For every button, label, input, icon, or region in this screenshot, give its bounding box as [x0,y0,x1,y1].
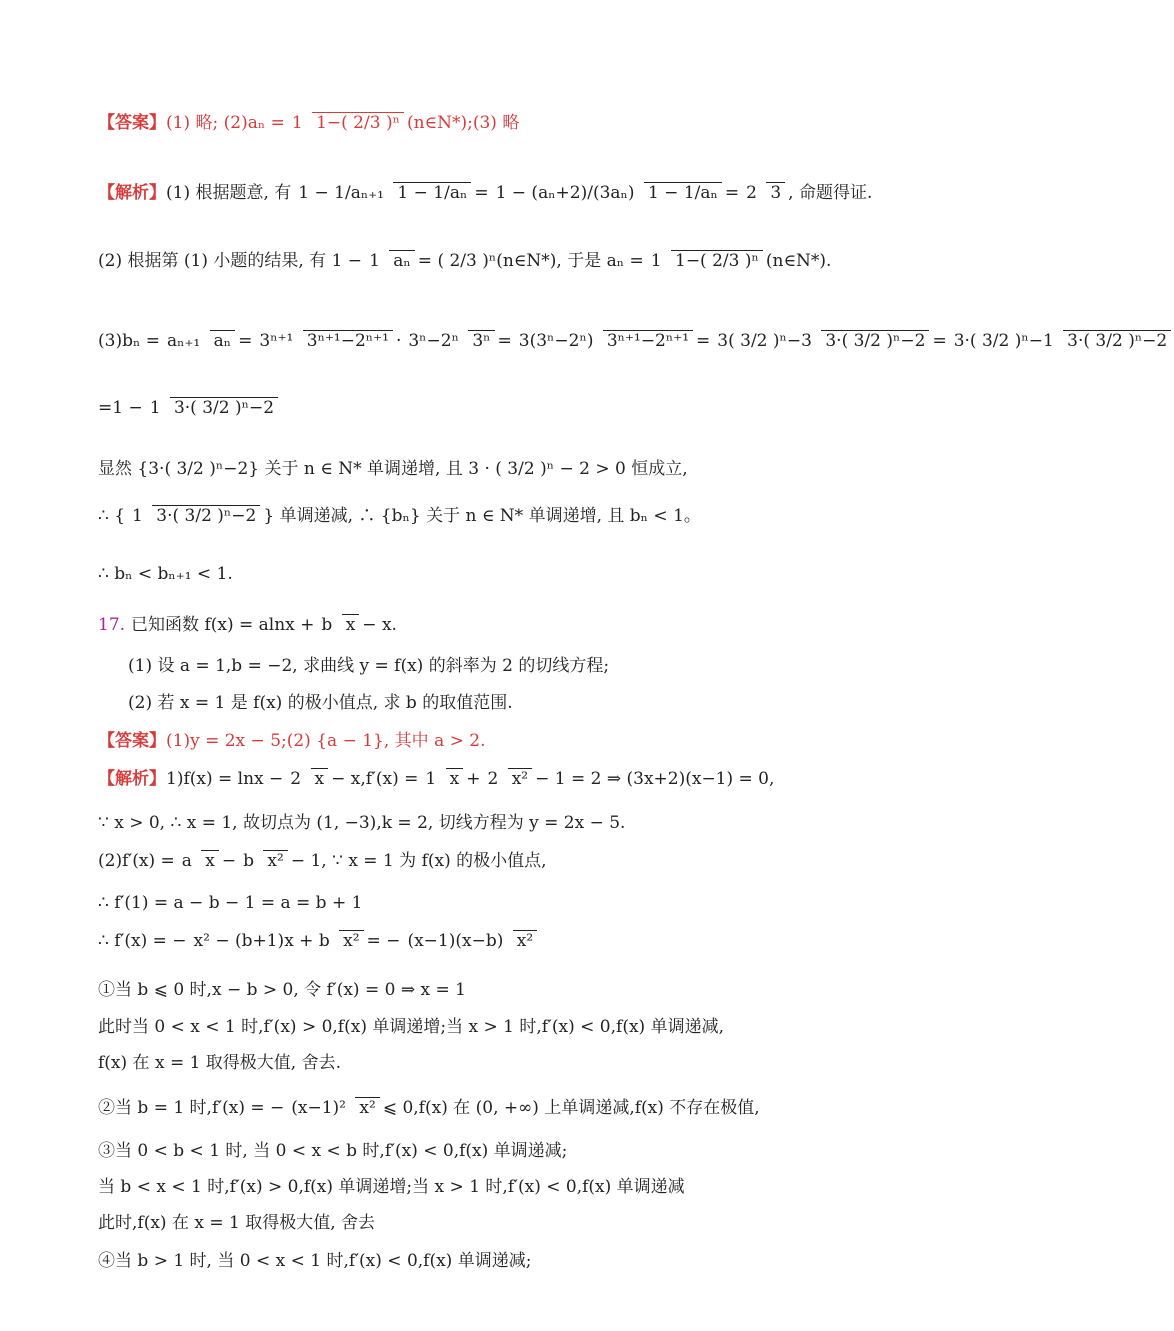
frac-denominator: 1 − 1/aₙ [393,182,471,203]
frac-denominator: 3 [766,182,785,203]
analysis-text: 当 b < x < 1 时,f′(x) > 0,f(x) 单调递增;当 x > 1 时,f′(x) < 0,f(x) 单调递减 [98,1177,685,1197]
plus-sign: + [466,769,481,789]
minus-sign: − [221,851,237,871]
frac-numerator: 3( 3/2 )ⁿ−3 [717,331,812,351]
answer-text: (1)y = 2x − 5;(2) {a − 1}, 其中 a > 2. [166,731,486,751]
q17-analysis-line-11 [98,1176,685,1198]
fraction [317,614,359,636]
question-number: 17. [98,615,126,635]
fraction [483,768,532,790]
frac-denominator: 3ⁿ [468,330,494,351]
equals-sign: = [474,183,489,203]
fraction [239,850,288,872]
analysis-text: 1)f(x) = lnx − [166,769,284,789]
question-text: − x. [362,615,397,635]
fraction [287,1097,380,1119]
analysis-line-6 [98,505,701,527]
analysis-text: − x,f′(x) = [331,769,419,789]
frac-numerator: x² − (b+1)x + b [193,931,330,951]
q17-answer [98,730,485,752]
frac-numerator: (x−1)² [291,1098,346,1118]
frac-denominator: x [446,768,464,789]
frac-numerator: b [321,615,333,635]
analysis-text: (2)f′(x) = [98,851,175,871]
fraction [190,930,364,952]
frac-denominator: x² [263,850,287,871]
fraction [421,768,463,790]
q17-analysis-line-8 [98,1052,341,1074]
frac-denominator: 3ⁿ⁺¹−2ⁿ⁺¹ [603,330,693,351]
analysis-text: f(x) 在 x = 1 取得极大值, 舍去. [98,1053,342,1073]
analysis-text: (n∈N*). [765,251,832,271]
analysis-text: ①当 b ⩽ 0 时,x − b > 0, 令 f′(x) = 0 ⇒ x = 1 [98,980,466,1000]
analysis-tag: 【解析】 [98,183,166,203]
analysis-text: ⩽ 0,f(x) 在 (0, +∞) 上单调递减,f(x) 不存在极值, [382,1098,760,1118]
q17-stem [98,614,397,636]
frac-denominator: 3ⁿ⁺¹−2ⁿ⁺¹ [303,330,393,351]
analysis-text: (3)bₙ = [98,331,160,351]
analysis-text: ∴ f′(x) = − [98,931,187,951]
q17-sub2 [128,692,513,714]
q17-analysis-line-4 [98,892,362,914]
frac-denominator: x [311,768,329,789]
analysis-text: − 1 = 2 ⇒ (3x+2)(x−1) = 0, [535,769,775,789]
analysis-text: = − [366,931,401,951]
frac-numerator: 1 [291,113,303,133]
frac-denominator: 1−( 2/3 )ⁿ [312,112,404,133]
analysis-line-7 [98,563,233,585]
frac-denominator: x² [513,930,537,951]
frac-numerator: 3ⁿ⁺¹ [259,331,294,351]
analysis-text: } 单调递减, ∴ {bₙ} 关于 n ∈ N* 单调递增, 且 bₙ < 1。 [263,506,701,526]
frac-numerator: 1 [369,251,380,271]
fraction [146,397,278,419]
equals-sign: = [238,331,253,351]
frac-numerator: b [243,851,255,871]
frac-numerator: 1 [425,769,437,789]
analysis-text: 显然 {3·( 3/2 )ⁿ−2} 关于 n ∈ N* 单调递增, 且 3 · ( 3/2 )ⁿ − 2 > 0 恒成立, [98,459,688,479]
q17-analysis-line-10 [98,1140,567,1162]
frac-denominator: 3·( 3/2 )ⁿ−2 [821,330,929,351]
analysis-line-5 [98,458,688,480]
analysis-text: ②当 b = 1 时,f′(x) = − [98,1098,285,1118]
analysis-line-4 [98,397,281,419]
fraction [403,930,537,952]
question-text: (2) 若 x = 1 是 f(x) 的极小值点, 求 b 的取值范围. [128,693,513,713]
fraction [255,330,393,352]
frac-denominator: 3·( 3/2 )ⁿ−2 [152,505,260,526]
frac-numerator: (x−1)(x−b) [407,931,504,951]
answer-tag: 【答案】 [98,113,166,133]
dot-operator: · [395,331,402,351]
q17-sub1 [128,655,609,677]
analysis-text: ④当 b > 1 时, 当 0 < x < 1 时,f′(x) < 0,f(x) 单调递减; [98,1251,532,1271]
q17-analysis-line-3 [98,850,547,872]
analysis-text: =1 − [98,398,143,418]
q17-analysis-line-13 [98,1250,531,1272]
equals-sign: = [724,183,740,203]
fraction [365,250,415,272]
fraction [950,330,1172,352]
equals-sign: = [932,331,947,351]
frac-denominator: aₙ [389,250,415,271]
frac-numerator: 3(3ⁿ−2ⁿ) [518,331,594,351]
q17-analysis-line-7 [98,1016,724,1038]
q17-analysis-line-1 [98,768,774,790]
analysis-text: − 1, ∵ x = 1 为 f(x) 的极小值点, [290,851,547,871]
frac-numerator: aₙ₊₁ [166,331,201,351]
frac-denominator: x² [339,930,363,951]
equals-sign: = [497,331,512,351]
frac-numerator: 1 − (aₙ+2)/(3aₙ) [495,183,635,203]
analysis-text: ③当 0 < b < 1 时, 当 0 < x < b 时,f′(x) < 0,f(x) 单调递减; [98,1141,568,1161]
fraction [128,505,260,527]
answer-part2: (n∈N*);(3) 略 [406,113,520,133]
frac-denominator: 1−( 2/3 )ⁿ [671,250,763,271]
frac-numerator: 3ⁿ−2ⁿ [408,331,459,351]
fraction [404,330,494,352]
frac-denominator: x [342,614,360,635]
fraction [515,330,693,352]
q16-answer [98,112,519,134]
analysis-line-2 [98,250,831,272]
fraction [294,182,471,204]
analysis-text: (1) 根据题意, 有 [166,183,292,203]
analysis-text: ∵ x > 0, ∴ x = 1, 故切点为 (1, −3),k = 2, 切线方程为 y = 2x − 5. [98,813,626,833]
frac-numerator: a [181,851,192,871]
frac-numerator: 1 [149,398,161,418]
analysis-tag: 【解析】 [98,769,166,789]
fraction [178,850,219,872]
frac-numerator: 3·( 3/2 )ⁿ−1 [953,331,1054,351]
analysis-text: ∴ { [98,506,126,526]
answer-part1: (1) 略; (2)aₙ = [166,113,285,133]
fraction [163,330,235,352]
frac-denominator: x [201,850,219,871]
fraction [713,330,929,352]
fraction [492,182,722,204]
frac-numerator: 1 − 1/aₙ₊₁ [298,183,384,203]
analysis-text: = ( 2/3 )ⁿ(n∈N*), 于是 aₙ = [417,251,644,271]
answer-fraction [288,112,404,134]
analysis-text: (2) 根据第 (1) 小题的结果, 有 1 − [98,251,363,271]
analysis-text: 此时当 0 < x < 1 时,f′(x) > 0,f(x) 单调递增;当 x > 1 时,f′(x) < 0,f(x) 单调递减, [98,1017,724,1037]
frac-numerator: 2 [746,183,757,203]
q17-analysis-line-2 [98,812,625,834]
q17-analysis-line-5 [98,930,540,952]
frac-denominator: x² [355,1097,379,1118]
question-text: 已知函数 f(x) = alnx + [131,615,315,635]
frac-denominator: 3·( 3/2 )ⁿ−2 [1063,330,1171,351]
frac-denominator: 3·( 3/2 )ⁿ−2 [170,397,278,418]
q17-analysis-line-12 [98,1212,375,1234]
frac-denominator: 1 − 1/aₙ [644,182,722,203]
question-text: (1) 设 a = 1,b = −2, 求曲线 y = f(x) 的斜率为 2 的切线方程; [128,656,610,676]
fraction [742,182,785,204]
analysis-line-3 [98,330,1174,352]
fraction [286,768,328,790]
frac-numerator: 2 [487,769,499,789]
frac-denominator: x² [508,768,532,789]
analysis-text: 此时,f(x) 在 x = 1 取得极大值, 舍去 [98,1213,376,1233]
analysis-text: ∴ bₙ < bₙ₊₁ < 1. [98,564,233,584]
analysis-text: , 命题得证. [788,183,873,203]
frac-denominator: aₙ [210,330,236,351]
analysis-text: ∴ f′(1) = a − b − 1 = a = b + 1 [98,893,363,913]
answer-tag: 【答案】 [98,731,166,751]
q17-analysis-line-6 [98,979,466,1001]
fraction [647,250,763,272]
frac-numerator: 1 [132,506,143,526]
frac-numerator: 2 [290,769,302,789]
equals-sign: = [696,331,711,351]
q17-analysis-line-9 [98,1097,760,1119]
frac-numerator: 1 [650,251,662,271]
analysis-line-1 [98,182,872,204]
